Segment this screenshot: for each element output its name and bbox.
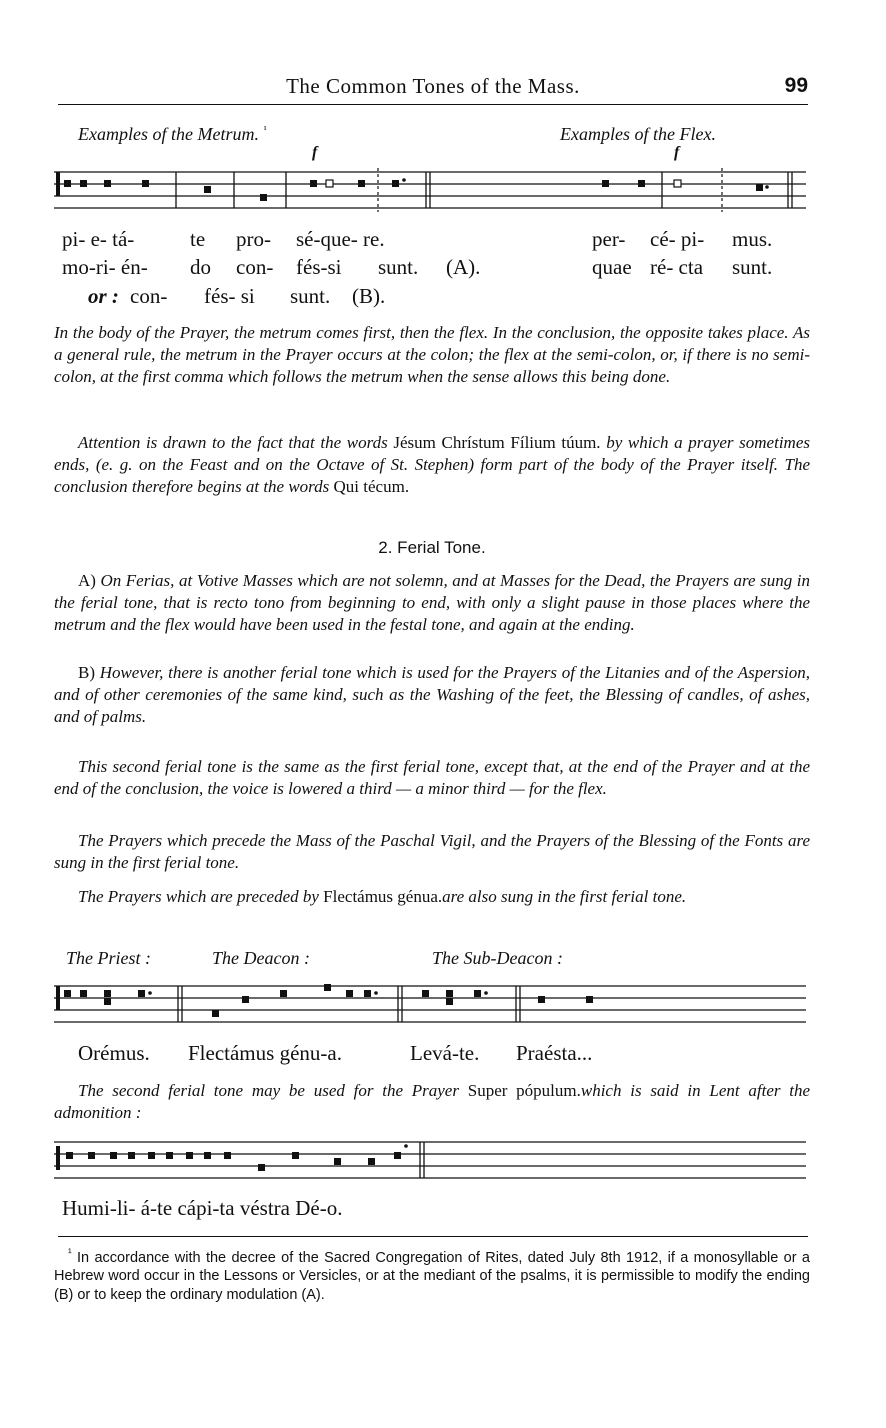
lyric-flectamus: Flectámus génu-a. bbox=[188, 1041, 342, 1065]
syl-r1-0: pi- e- tá- bbox=[62, 227, 135, 251]
syl-r2-7: ré- cta bbox=[650, 255, 704, 279]
caption-deacon: The Deacon : bbox=[212, 948, 310, 968]
lyric-humiliate: Humi-li- á-te cápi-ta véstra Dé-o. bbox=[62, 1196, 343, 1220]
caption-subdeacon: The Sub-Deacon : bbox=[432, 948, 563, 968]
header-rule bbox=[58, 104, 808, 105]
syl-r2-2: con- bbox=[236, 255, 274, 279]
paragraph-paschal: The Prayers which precede the Mass of the Paschal Vigil, and the Prayers of the Blessing of the Fonts are sung in the first ferial tone. bbox=[54, 831, 810, 872]
chant-staff-ministers bbox=[54, 980, 814, 1032]
syl-r1-1: te bbox=[190, 227, 206, 251]
syl-r3-or: or : bbox=[88, 284, 119, 308]
syl-r1-2: pro- bbox=[236, 227, 271, 251]
syl-r2-0: mo-ri- én- bbox=[62, 255, 148, 279]
paragraph-super-populum: The second ferial tone may be used for the Prayer Super pópulum.which is said in Lent after the admonition : bbox=[54, 1081, 811, 1122]
syl-r2-8: sunt. bbox=[732, 255, 773, 279]
flex-mark-1: f bbox=[312, 144, 318, 161]
metrum-caption: Examples of the Metrum. $^{^1}$ bbox=[78, 124, 267, 144]
paragraph-flectamus: The Prayers which are preceded by Flectámus génua.are also sung in the first ferial tone. bbox=[78, 887, 687, 906]
paragraph-ferial-b: B) However, there is another ferial tone which is used for the Prayers of the Litanies and of the Aspersion, and of other ceremonies of the same kind, such as the Washing of the feet, the Blessing of candles, of ashes, and of palms. bbox=[54, 663, 811, 726]
syl-r2-1: do bbox=[190, 255, 211, 279]
syl-r2-4: sunt. bbox=[378, 255, 419, 279]
running-title: The Common Tones of the Mass. bbox=[286, 74, 580, 98]
flex-caption: Examples of the Flex. bbox=[560, 124, 716, 144]
syl-r1-5: cé- pi- bbox=[650, 227, 705, 251]
lyric-levate: Levá-te. bbox=[410, 1041, 480, 1065]
chant-staff-examples bbox=[54, 164, 814, 220]
syl-r3-0: con- bbox=[130, 284, 168, 308]
syl-r1-6: mus. bbox=[732, 227, 773, 251]
section-heading: 2. Ferial Tone. bbox=[378, 538, 486, 557]
syl-r2-3: fés-si bbox=[296, 255, 342, 279]
syl-r3-2: sunt. bbox=[290, 284, 331, 308]
paragraph-metrum-flex: In the body of the Prayer, the metrum comes first, then the flex. In the conclusion, the opposite takes place. As a general rule, the metrum in the Prayer occurs at the colon; the flex at the semi-colon, or, if there is no semi-colon, at the first comma which follows the metrum when the sense allows this being done. bbox=[54, 323, 810, 386]
paragraph-ferial-a: A) On Ferias, at Votive Masses which are not solemn, and at Masses for the Dead, the Prayers are sung in the ferial tone, that is recto tono from beginning to end, with only a slight pause in those places where the metrum and the flex would have been used in the festal tone, and again at the ending. bbox=[54, 571, 810, 634]
syl-r1-4: per- bbox=[592, 227, 626, 251]
footnote-rule bbox=[58, 1236, 808, 1237]
caption-priest: The Priest : bbox=[66, 948, 151, 968]
running-header bbox=[58, 70, 808, 100]
lyric-oremus: Orémus. bbox=[78, 1041, 150, 1065]
syl-r3-3: (B). bbox=[352, 284, 386, 308]
footnote: $^{^1}$ In accordance with the decree of the Sacred Congregation of Rites, dated July 8th 1912, if a monosyllable or a Hebrew word occur in the Lessons or Versicles, or at the mediant of the psalms, it is permissible to modify the ending (B) or to keep the ordinary modulation (A). bbox=[54, 1247, 810, 1303]
page-number: 99 bbox=[784, 74, 808, 97]
syl-r2-5: (A). bbox=[446, 255, 481, 279]
lyric-praesta: Praésta... bbox=[516, 1041, 593, 1065]
syl-r3-1: fés- si bbox=[204, 284, 255, 308]
chant-staff-humiliate bbox=[54, 1136, 814, 1188]
paragraph-attention: Attention is drawn to the fact that the words Jésum Chrístum Fílium túum. by which a prayer sometimes ends, (e. g. on the Feast and on the Octave of St. Stephen) form part of the body of the Prayer itself. The conclusion therefore begins at the words Qui técum. bbox=[54, 433, 810, 496]
paragraph-second-ferial: This second ferial tone is the same as the first ferial tone, except that, at the end of the Prayer and at the end of the conclusion, the voice is lowered a third — a minor third — for the flex. bbox=[54, 757, 810, 798]
flex-mark-2: f bbox=[674, 144, 680, 161]
syl-r1-3: sé-que- re. bbox=[296, 227, 385, 251]
syl-r2-6: quae bbox=[592, 255, 632, 279]
